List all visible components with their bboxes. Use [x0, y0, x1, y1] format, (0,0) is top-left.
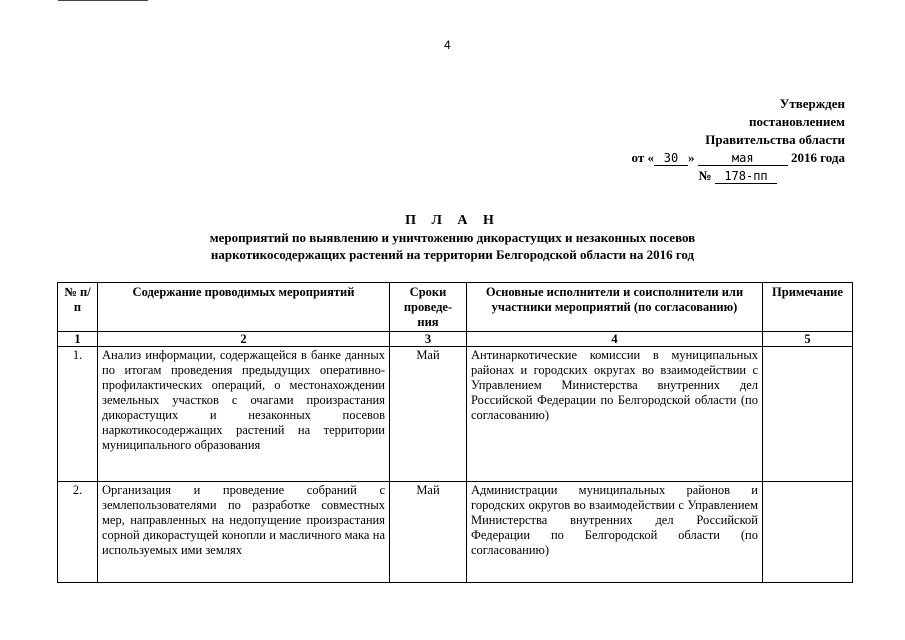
- column-number: 2: [98, 332, 390, 347]
- row-term: Май: [390, 482, 467, 583]
- row-note: [763, 347, 853, 482]
- plan-table: [57, 282, 853, 583]
- column-number-row: [58, 332, 853, 347]
- approval-line-1: Утвержден: [779, 96, 845, 111]
- header-term: Сроки проведе-ния: [390, 283, 467, 332]
- header-executors: Основные исполнители и соисполнители или участники мероприятий (по согласованию): [467, 283, 763, 332]
- page-number: 4: [444, 38, 451, 52]
- approval-date: [605, 149, 845, 167]
- row-number: 1.: [58, 347, 98, 482]
- approval-block: [605, 95, 845, 185]
- table-row: [58, 482, 853, 583]
- row-executors: Администрации муниципальных районов и городских округов во взаимодействии с Управлением Министерства внутренних дел Российской Федерации по Белгородской области (по согласованию): [467, 482, 763, 583]
- column-number: 3: [390, 332, 467, 347]
- column-number: 4: [467, 332, 763, 347]
- header-content: Содержание проводимых мероприятий: [98, 283, 390, 332]
- number-prefix: №: [698, 168, 712, 183]
- header-num: № п/п: [58, 283, 98, 332]
- page-top-rule: [58, 0, 148, 1]
- title-line-1: мероприятий по выявлению и уничтожению дикорастущих и незаконных посевов: [209, 230, 696, 245]
- date-day: 30: [654, 151, 688, 166]
- row-term: Май: [390, 347, 467, 482]
- table-row: [58, 347, 853, 482]
- approval-line-3: Правительства области: [705, 132, 845, 147]
- row-note: [763, 482, 853, 583]
- row-executors: Антинаркотические комиссии в муниципальных районах и городских округах во взаимодействии с Управлением Министерства внутренних дел Российской Федерации по Белгородской области (по согласованию): [467, 347, 763, 482]
- date-mid: »: [687, 150, 695, 165]
- header-note: Примечание: [763, 283, 853, 332]
- row-content: Анализ информации, содержащейся в банке данных по итогам проведения предыдущих оперативно-профилактических операций, о местонахождении земельных участков с очагами произрастания дикорастущих и незаконных посевов наркотикосодержащих растений на территории муниципального образования: [98, 347, 390, 482]
- row-content: Организация и проведение собраний с землепользователями по разработке совместных мер, направленных на недопущение произрастания сорной дикорастущей конопли и масличного мака на используемых ими землях: [98, 482, 390, 583]
- row-number: 2.: [58, 482, 98, 583]
- column-number: 5: [763, 332, 853, 347]
- table-header-row: [58, 283, 853, 332]
- approval-number: [605, 167, 845, 185]
- title-heading: П Л А Н: [405, 213, 500, 228]
- title-line-2: наркотикосодержащих растений на территории Белгородской области на 2016 год: [210, 247, 695, 262]
- column-number: 1: [58, 332, 98, 347]
- document-title: [0, 212, 905, 263]
- date-month: мая: [698, 151, 788, 166]
- date-prefix: от «: [631, 150, 654, 165]
- number-value: 178-пп: [715, 169, 777, 184]
- approval-line-2: постановлением: [749, 114, 845, 129]
- date-year: 2016 года: [790, 150, 845, 165]
